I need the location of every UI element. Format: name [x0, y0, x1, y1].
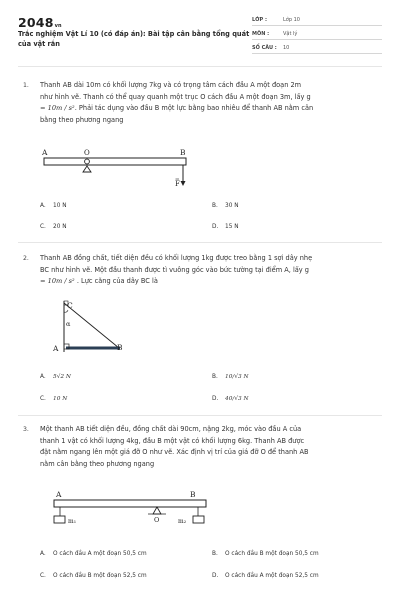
meta-subject-value: Vật lý [283, 31, 298, 37]
question-3-option-c[interactable] [40, 573, 147, 579]
option-text: 15 N [225, 224, 239, 230]
question-3-line-4: nằm cân bằng theo phương ngang [40, 460, 155, 469]
question-3-line-2: thanh 1 vật có khối lượng 4kg, đầu B một vật có khối lượng 6kg. Thanh AB được [40, 436, 305, 445]
option-letter: B. [212, 551, 218, 557]
question-3-text [40, 424, 385, 471]
option-letter: C. [40, 224, 46, 230]
question-3-number: 3. [23, 426, 29, 433]
meta-class-value: Lớp 10 [283, 17, 300, 23]
label-c: C [67, 301, 73, 310]
logo-suffix: vn [54, 23, 62, 29]
label-o: O [84, 149, 90, 157]
label-m1: m₁ [68, 518, 77, 525]
option-letter: A. [40, 203, 46, 209]
question-1-option-a[interactable] [40, 203, 67, 209]
question-1-option-c[interactable] [40, 224, 67, 230]
question-2-option-d[interactable] [212, 396, 249, 402]
label-m2: m₂ [178, 518, 187, 525]
option-letter: C. [40, 573, 46, 579]
question-2-line-2: BC như hình vẽ. Một đầu thanh được tì vuông góc vào bức tường tại điểm A, lấy g [40, 265, 309, 274]
question-3-line-3: đặt nằm ngang lên một giá đỡ O như vẽ. Xác định vị trí của giá đỡ O để thanh AB [40, 448, 309, 457]
question-2-option-b[interactable] [212, 374, 249, 380]
question-1-figure [38, 146, 198, 194]
option-letter: A. [40, 551, 46, 557]
meta-class-key: LỚP : [252, 17, 267, 23]
mass-m2 [193, 516, 204, 523]
question-2-line-1: Thanh AB đồng chất, tiết diện đều có khối lượng 1kg được treo bằng 1 sợi dây nhẹ [40, 254, 313, 262]
question-2-number: 2. [23, 255, 29, 262]
meta-count-key: SỐ CÂU : [252, 45, 277, 51]
question-1-g-value: = 10m / s². [40, 104, 77, 113]
question-2-line-3-text: . Lực căng của dây BC là [76, 277, 158, 286]
option-letter: B. [212, 374, 218, 380]
question-1-option-b[interactable] [212, 203, 239, 209]
question-1-line-3-text: Phải tác dụng vào đầu B một lực bằng bao nhiêu để thanh AB nằm cân [78, 104, 314, 113]
question-1-line-4: bằng theo phương ngang [40, 116, 124, 125]
question-3-line-1: Một thanh AB tiết diện đều, đồng chất dài 90cm, nặng 2kg, móc vào đầu A của [40, 425, 302, 433]
question-2-option-c[interactable] [40, 396, 67, 402]
beam-ab [44, 158, 186, 165]
option-text: O cách đầu B một đoạn 52,5 cm [53, 573, 147, 579]
question-2-figure [48, 298, 138, 360]
question-3-option-d[interactable] [212, 573, 319, 579]
question-3-option-b[interactable] [212, 551, 319, 557]
option-text: O cách đầu A một đoạn 52,5 cm [225, 573, 319, 579]
option-letter: D. [212, 224, 219, 230]
question-1-option-d[interactable] [212, 224, 239, 230]
option-letter: D. [212, 396, 219, 402]
option-text: 10/√3 N [225, 374, 249, 380]
meta-class-row [252, 15, 382, 26]
option-letter: B. [212, 203, 218, 209]
label-b: B [190, 490, 196, 499]
option-letter: A. [40, 374, 46, 380]
meta-subject-row [252, 29, 382, 40]
meta-subject-key: MÔN : [252, 31, 270, 37]
option-letter: C. [40, 396, 46, 402]
support-o [153, 507, 161, 514]
angle-arc [64, 310, 68, 312]
question-2-g-value: = 10m / s² [40, 277, 75, 286]
label-o: O [154, 516, 160, 524]
site-logo[interactable] [18, 15, 62, 30]
meta-count-row [252, 43, 382, 54]
beam-ab [54, 500, 206, 507]
question-3-option-a[interactable] [40, 551, 147, 557]
label-alpha: α [66, 320, 71, 328]
question-separator [18, 242, 382, 243]
label-a: A [53, 344, 59, 353]
question-1-line-2: như hình vẽ. Thanh có thể quay quanh một trục O cách đầu A một đoạn 3m, lấy g [40, 92, 311, 101]
header-divider [18, 66, 382, 67]
option-text: 40/√3 N [225, 396, 249, 402]
option-text: 20 N [53, 224, 67, 230]
mass-m1 [54, 516, 65, 523]
question-2-line-3 [40, 276, 385, 288]
meta-count-value: 10 [283, 45, 290, 51]
logo-text: 2048 [18, 15, 54, 30]
question-1-line-3 [40, 103, 385, 115]
option-letter: D. [212, 573, 219, 579]
pivot-support [83, 166, 91, 172]
document-title: Trắc nghiệm Vật Lí 10 (có đáp án): Bài tập cân bằng tổng quát của vật rắn [18, 30, 250, 48]
option-text: 30 N [225, 203, 239, 209]
question-1-text [40, 80, 385, 127]
question-2-text [40, 253, 385, 288]
question-3-figure [40, 486, 220, 534]
question-1-number: 1. [23, 82, 29, 89]
option-text: O cách đầu B một đoạn 50,5 cm [225, 551, 319, 557]
label-f: F [175, 180, 180, 188]
option-text: 10 N [53, 396, 68, 402]
question-2-option-a[interactable] [40, 374, 71, 380]
option-text: 5√2 N [53, 374, 71, 380]
label-b: B [117, 343, 123, 352]
option-text: 10 N [53, 203, 67, 209]
pivot-o-mark [85, 159, 90, 164]
label-b: B [180, 148, 186, 157]
label-a: A [42, 148, 48, 157]
option-text: O cách đầu A một đoạn 50,5 cm [53, 551, 147, 557]
label-a: A [56, 490, 62, 499]
question-separator [18, 415, 382, 416]
question-1-line-1: Thanh AB dài 10m có khối lượng 7kg và có trọng tâm cách đầu A một đoạn 2m [40, 81, 302, 89]
force-f-arrowhead [181, 181, 186, 186]
